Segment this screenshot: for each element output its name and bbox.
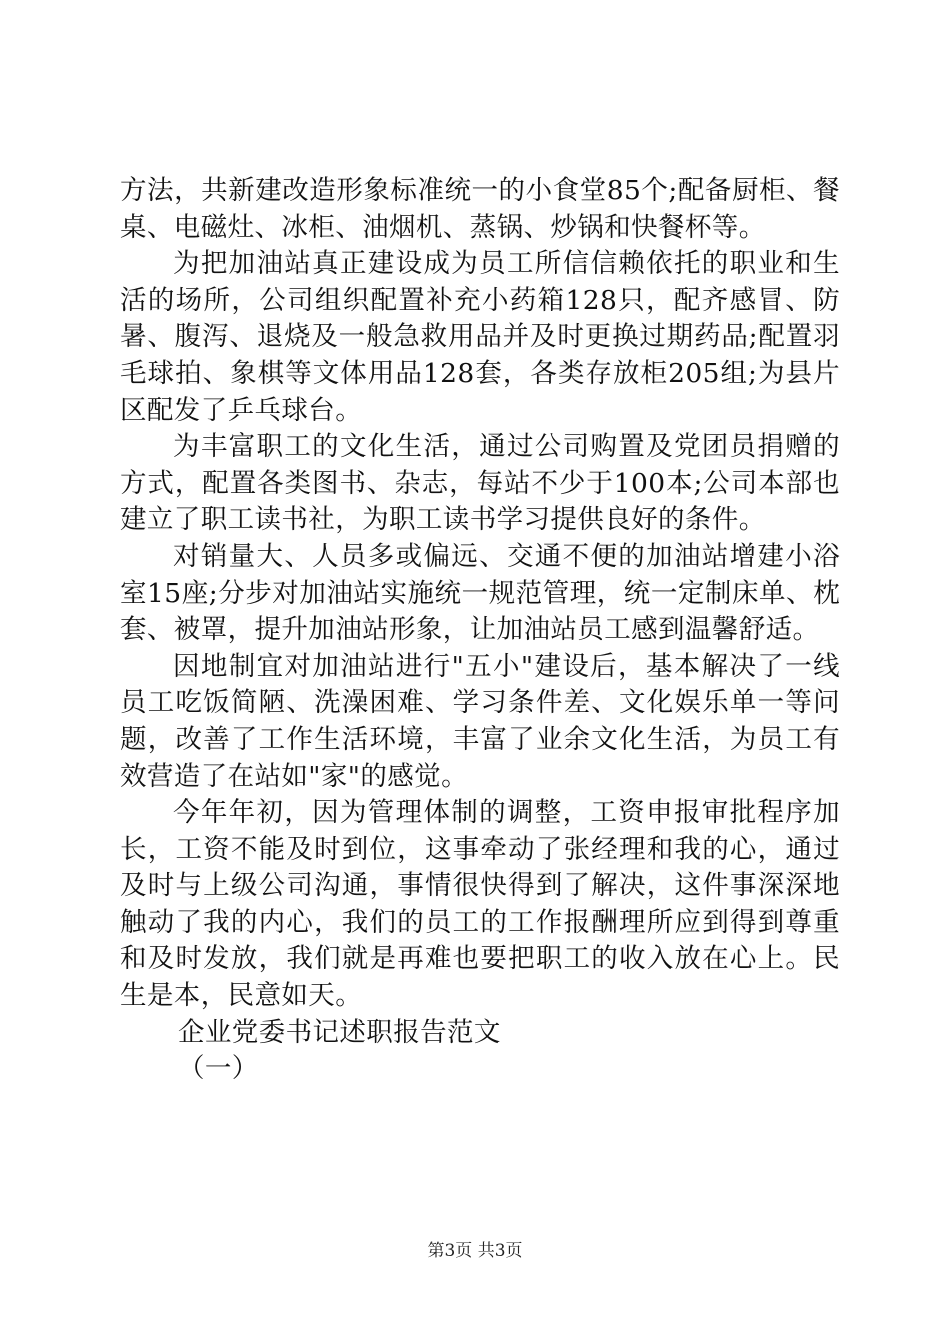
section-subtitle: （一） [178, 1053, 259, 1085]
paragraph-wages: 今年年初，因为管理体制的调整，工资申报审批程序加长，工资不能及时到位，这事牵动了张经理和我的心，通过及时与上级公司沟通，事情很快得到了解决，这件事深深地触动了我的内心，我们的员工的工作报酬理所应到得到尊重和及时发放，我们就是再难也要把职工的收入放在心上。民生是本，民意如天。 [120, 797, 840, 1012]
page-number-footer: 第3页 共3页 [427, 1241, 523, 1261]
paragraph-five-small: 因地制宜对加油站进行"五小"建设后，基本解决了一线员工吃饭简陋、洗澡困难、学习条件差、文化娱乐单一等问题，改善了工作生活环境，丰富了业余文化生活，为员工有效营造了在站如"家"的感觉。 [120, 650, 840, 792]
paragraph-books: 为丰富职工的文化生活，通过公司购置及党团员捐赠的方式，配置各类图书、杂志，每站不少于100本;公司本部也建立了职工读书社，为职工读书学习提供良好的条件。 [120, 431, 840, 536]
document-body [120, 173, 840, 1088]
section-title: 企业党委书记述职报告范文 [178, 1016, 501, 1048]
paragraph-medicine-kits: 为把加油站真正建设成为员工所信信赖依托的职业和生活的场所，公司组织配置补充小药箱128只，配齐感冒、防暑、腹泻、退烧及一般急救用品并及时更换过期药品;配置羽毛球拍、象棋等文体用品128套，各类存放柜205组;为县片区配发了乒乓球台。 [120, 248, 840, 426]
paragraph-canteen: 方法，共新建改造形象标准统一的小食堂85个;配备厨柜、餐桌、电磁灶、冰柜、油烟机、蒸锅、炒锅和快餐杯等。 [120, 175, 840, 243]
paragraph-bathrooms: 对销量大、人员多或偏远、交通不便的加油站增建小浴室15座;分步对加油站实施统一规范管理，统一定制床单、枕套、被罩，提升加油站形象，让加油站员工感到温馨舒适。 [120, 540, 840, 646]
